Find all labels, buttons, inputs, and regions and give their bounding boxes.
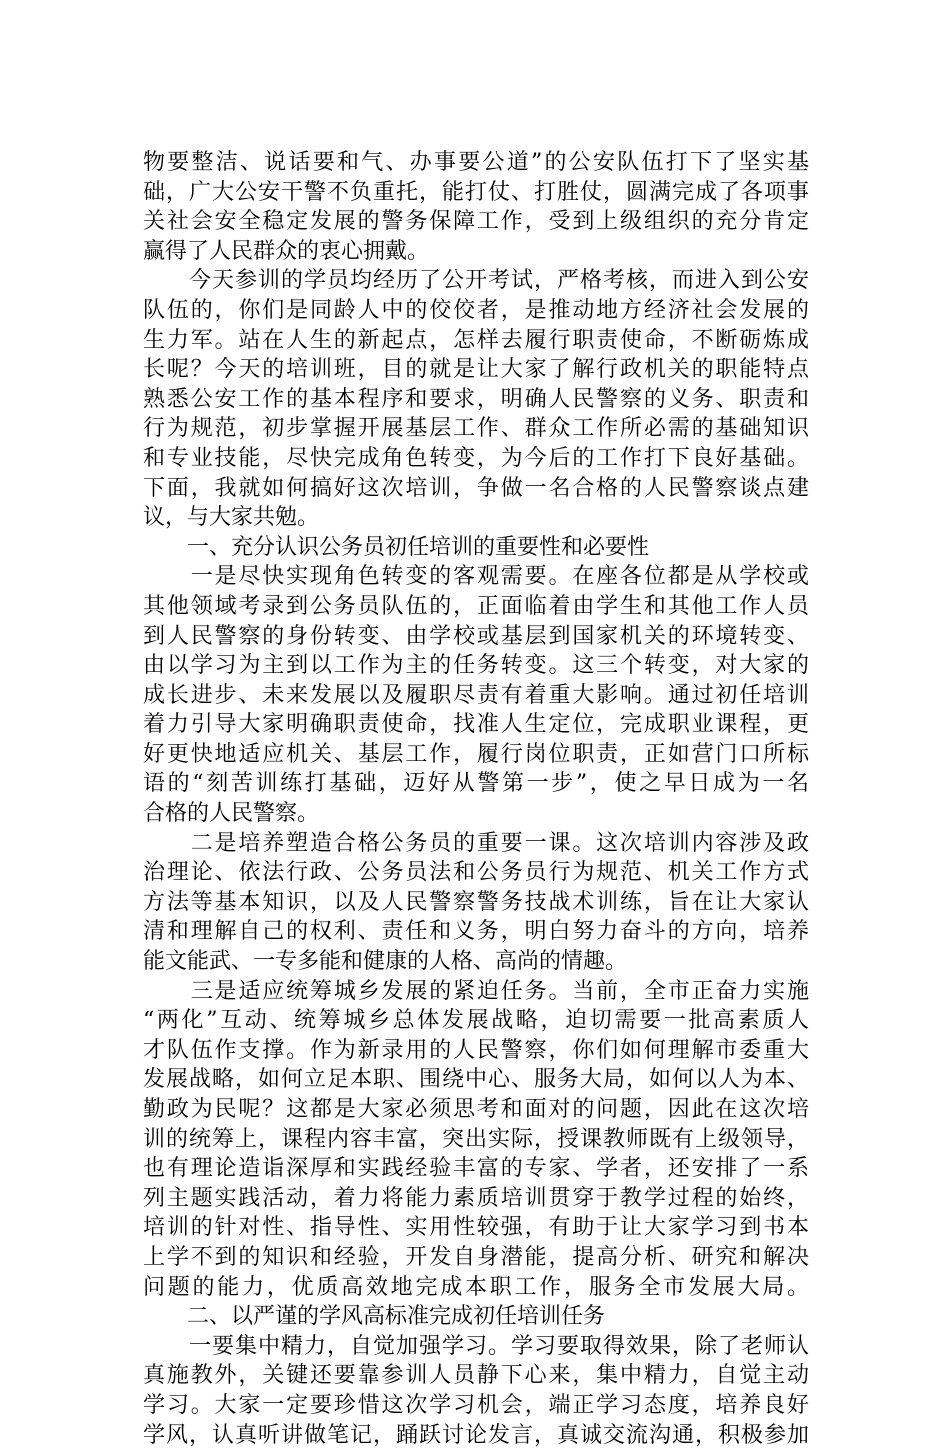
text-line: 一、充分认识公务员初任培训的重要性和必要性 [143,534,650,560]
text-line: 和专业技能，尽快完成角色转变，为今后的工作打下良好基础。 [143,445,809,471]
text-line: 列主题实践活动，着力将能力素质培训贯穿于教学过程的始终， [143,1185,809,1211]
text-line: 方法等基本知识，以及人民警察警务技战术训练，旨在让大家认 [143,889,809,915]
text-line: 培训的针对性、指导性、实用性较强，有助于让大家学习到书本 [143,1215,809,1241]
text-line: 行为规范，初步掌握开展基层工作、群众工作所必需的基础知识 [143,416,809,442]
text-line: “两化”互动、统筹城乡总体发展战略，迫切需要一批高素质人 [143,1008,809,1034]
text-line: 熟悉公安工作的基本程序和要求，明确人民警察的义务、职责和 [143,386,809,412]
text-line: 生力军。站在人生的新起点，怎样去履行职责使命，不断砺炼成 [143,327,809,353]
text-line: 物要整洁、说话要和气、办事要公道”的公安队伍打下了坚实基 [143,150,809,175]
text-line: 二是培养塑造合格公务员的重要一课。这次培训内容涉及政 [143,830,809,856]
text-line: 合格的人民警察。 [143,801,320,827]
text-line: 上学不到的知识和经验，开发自身潜能，提高分析、研究和解决 [143,1244,809,1270]
text-line: 其他领域考录到公务员队伍的，正面临着由学生和其他工作人员 [143,593,809,619]
text-line: 勤政为民呢？这都是大家必须思考和面对的问题，因此在这次培 [143,1097,809,1122]
text-line: 础，广大公安干警不负重托，能打仗、打胜仗，圆满完成了各项事 [143,179,809,205]
text-line: 学风，认真听讲做笔记，踊跃讨论发言，真诚交流沟通，积极参加 [143,1422,809,1448]
text-line: 学习。大家一定要珍惜这次学习机会，端正学习态度，培养良好 [143,1392,809,1418]
text-line: 由以学习为主到以工作为主的任务转变。这三个转变，对大家的 [143,653,809,679]
text-line: 一要集中精力，自觉加强学习。学习要取得效果，除了老师认 [143,1333,809,1359]
text-line: 着力引导大家明确职责使命，找准人生定位，完成职业课程，更 [143,712,809,738]
text-line: 能文能武、一专多能和健康的人格、高尚的情趣。 [143,949,628,975]
text-line: 议，与大家共勉。 [143,505,320,531]
text-line: 问题的能力，优质高效地完成本职工作，服务全市发展大局。 [143,1274,809,1300]
text-line: 清和理解自己的权利、责任和义务，明白努力奋斗的方向，培养 [143,919,809,945]
document-body [143,148,809,1450]
text-line: 关社会安全稳定发展的警务保障工作，受到上级组织的充分肯定 [143,209,809,235]
text-line: 语的“刻苦训练打基础，迈好从警第一步”，使之早日成为一名 [143,771,809,797]
text-line: 成长进步、未来发展以及履职尽责有着重大影响。通过初任培训 [143,682,809,708]
text-line: 一是尽快实现角色转变的客观需要。在座各位都是从学校或 [143,564,809,590]
text-line: 长呢？今天的培训班，目的就是让大家了解行政机关的职能特点 [143,357,809,383]
text-line: 好更快地适应机关、基层工作，履行岗位职责，正如营门口所标 [143,741,809,767]
text-line: 二、以严谨的学风高标准完成初任培训任务 [143,1304,606,1330]
text-line: 发展战略，如何立足本职、围绕中心、服务大局，如何以人为本、 [143,1067,809,1093]
text-line: 三是适应统筹城乡发展的紧迫任务。当前，全市正奋力实施 [143,978,809,1004]
text-line: 治理论、依法行政、公务员法和公务员行为规范、机关工作方式 [143,860,809,886]
text-line: 队伍的，你们是同龄人中的佼佼者，是推动地方经济社会发展的 [143,297,809,323]
text-line: 真施教外，关键还要靠参训人员静下心来，集中精力，自觉主动 [143,1363,809,1389]
text-line: 赢得了人民群众的衷心拥戴。 [143,238,430,264]
text-line: 下面，我就如何搞好这次培训，争做一名合格的人民警察谈点建 [143,475,809,501]
text-line: 训的统筹上，课程内容丰富，突出实际，授课教师既有上级领导， [143,1126,809,1152]
text-line: 今天参训的学员均经历了公开考试，严格考核，而进入到公安 [143,268,809,294]
text-line: 也有理论造诣深厚和实践经验丰富的专家、学者，还安排了一系 [143,1156,809,1182]
text-line: 才队伍作支撑。作为新录用的人民警察，你们如何理解市委重大 [143,1037,809,1063]
text-line: 到人民警察的身份转变、由学校或基层到国家机关的环境转变、 [143,623,809,649]
